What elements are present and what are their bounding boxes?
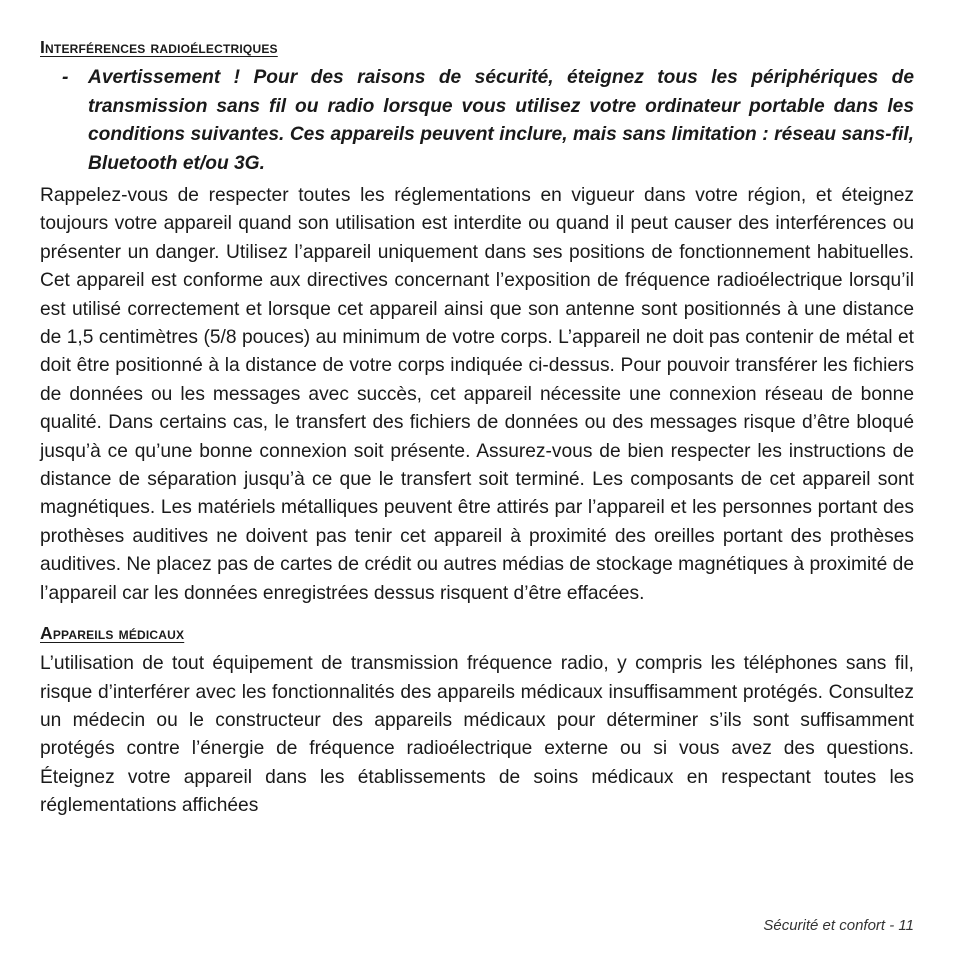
medical-devices-paragraph: L’utilisation de tout équipement de transmission fréquence radio, y compris les téléphones sans fil, risque d’interférer avec les fonctionnalités des appareils médicaux insuffisamment protégés. Consultez un médecin ou le constructeur des appareils médicaux pour déterminer s’ils sont suffisamment protégés contre l’énergie de fréquence radioélectrique externe ou si vous avez des questions. Éteignez votre appareil dans les établissements de soins médicaux en respectant toutes les réglementations affichées — [40, 653, 914, 817]
document-page — [40, 34, 914, 821]
radio-interference-paragraph: Rappelez-vous de respecter toutes les réglementations en vigueur dans votre région, et éteignez toujours votre appareil quand son utilisation est interdite ou quand il peut causer des interférences ou présenter un danger. Utilisez l’appareil uniquement dans ses positions de fonctionnement habituelles. Cet appareil est conforme aux directives concernant l’exposition de fréquence radioélectrique lorsqu’il est utilisé correctement et lorsque cet appareil ainsi que son antenne sont positionnés à une distance de 1,5 centimètres (5/8 pouces) au minimum de votre corps. L’appareil ne doit pas contenir de métal et doit être positionné à la distance de votre corps indiquée ci-dessus. Pour pouvoir transférer les fichiers de données ou les messages avec succès, cet appareil nécessite une connexion réseau de bonne qualité. Dans certains cas, le transfert des fichiers de données ou des messages risque d’être bloqué jusqu’à ce qu’une bonne connexion soit présente. Assurez-vous de bien respecter les instructions de distance de séparation jusqu’à ce que le transfert soit terminé. Les composants de cet appareil sont magnétiques. Les matériels métalliques peuvent être attirés par l’appareil et les personnes portant des prothèses auditives ne doivent pas tenir cet appareil à proximité des oreilles portant des prothèses auditives. Ne placez pas de cartes de crédit ou autres médias de stockage magnétiques à proximité de l’appareil car les données enregistrées dessus risquent d’être effacées. — [40, 185, 914, 604]
page-footer: Sécurité et confort - 11 — [763, 917, 914, 934]
section-heading-medical-devices: Appareils médicaux — [40, 623, 185, 644]
section-heading-radio-interference: Interférences radioélectriques — [40, 37, 278, 57]
warning-block — [40, 64, 914, 178]
warning-text: Avertissement ! Pour des raisons de sécurité, éteignez tous les périphériques de transmission sans fil ou radio lorsque vous utilisez votre ordinateur portable dans les conditions suivantes. Ces appareils peuvent inclure, mais sans limitation : réseau sans-fil, Bluetooth et/ou 3G. — [88, 67, 914, 174]
warning-bullet: - — [62, 67, 69, 88]
